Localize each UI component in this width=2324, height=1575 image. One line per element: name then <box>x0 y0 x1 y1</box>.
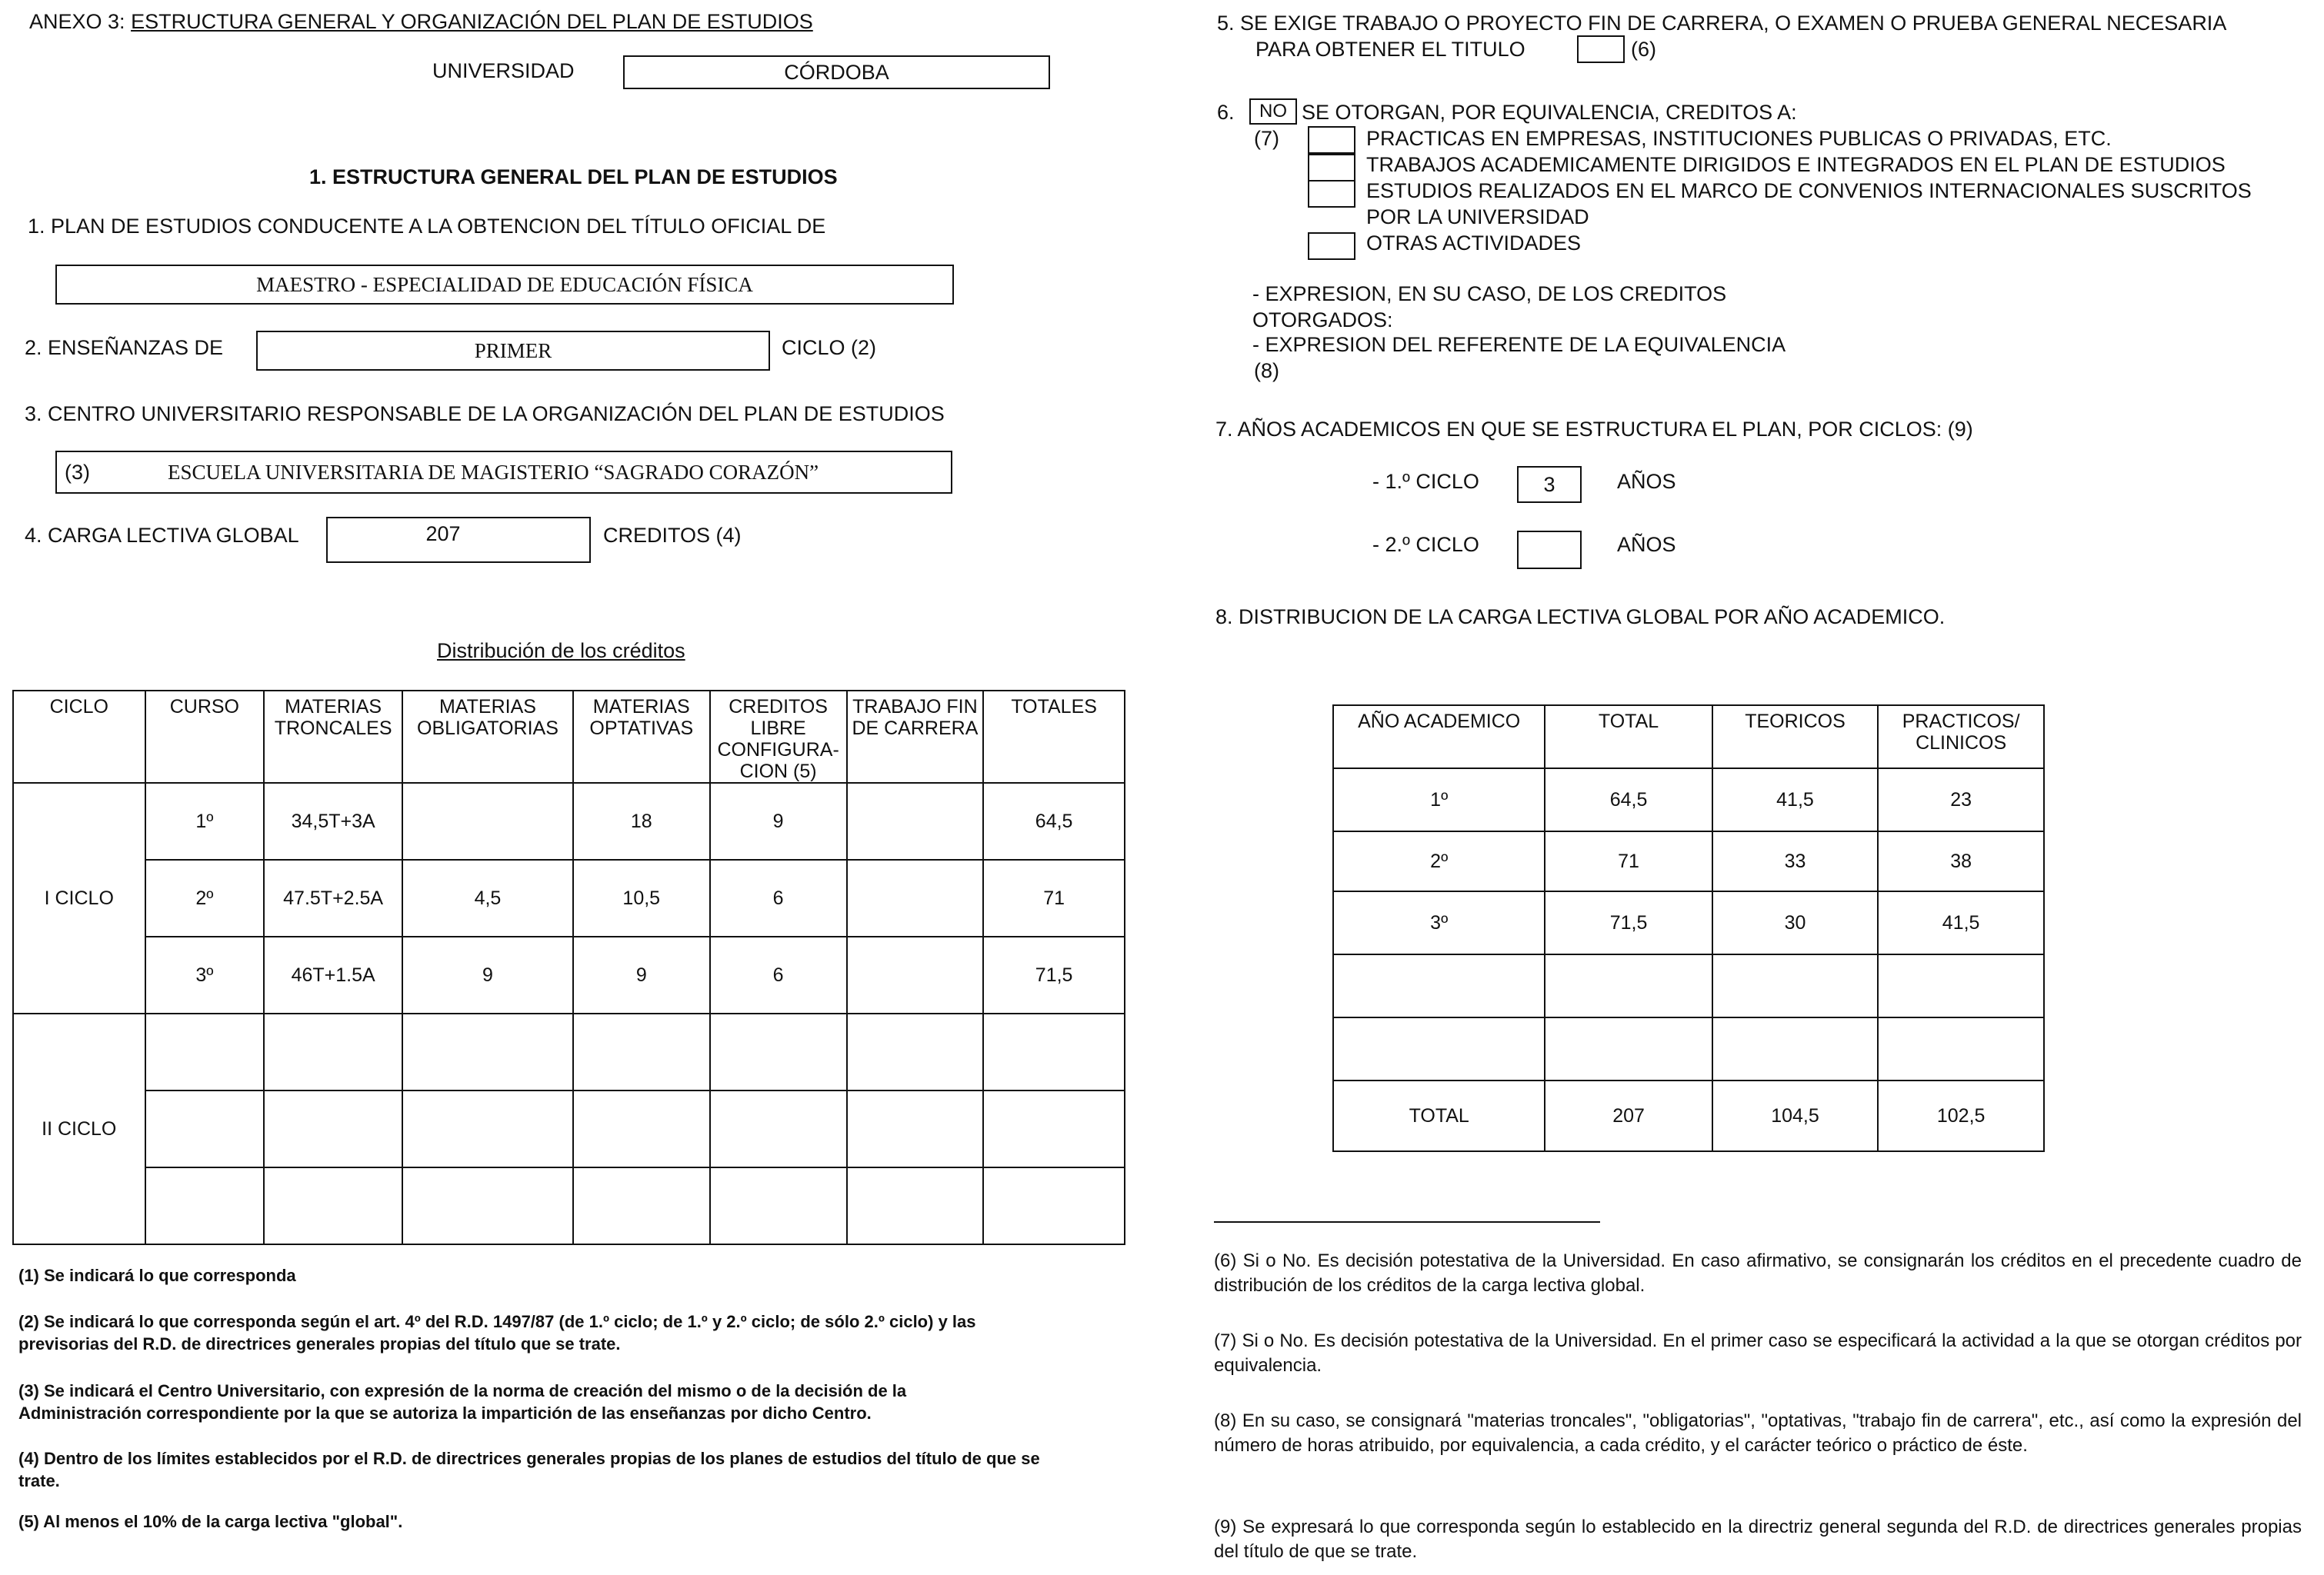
table-cell <box>847 1014 984 1091</box>
option-label: TRABAJOS ACADEMICAMENTE DIRIGIDOS E INTEGRADOS EN EL PLAN DE ESTUDIOS <box>1366 153 2226 176</box>
table-cell <box>1878 954 2044 1017</box>
table-cell: 71,5 <box>983 937 1125 1014</box>
header-trabajo-fin: TRABAJO FIN DE CARRERA <box>847 691 984 783</box>
expression-credits-cont: OTORGADOS: <box>1252 308 1393 331</box>
table-cell: 104,5 <box>1712 1081 1879 1151</box>
table-row <box>1333 1081 2044 1151</box>
section-title: 1. ESTRUCTURA GENERAL DEL PLAN DE ESTUDIOS <box>309 165 838 188</box>
credits-value: 207 <box>425 522 461 545</box>
footnote-8: (8) En su caso, se consignará "materias troncales", "obligatorias", "optativas, "trabajo fin de carrera", etc., así como la expresión del número de horas atribuido, por equivalencia, a cada crédito, y el carácter teórico o práctico de éste. <box>1214 1410 2302 1456</box>
footnote-5: (5) Al menos el 10% de la carga lectiva "global". <box>18 1512 403 1531</box>
item6-num: 6. <box>1217 101 1235 124</box>
header-year: AÑO ACADEMICO <box>1333 705 1545 768</box>
table-cell: 41,5 <box>1878 891 2044 954</box>
expression-reference: - EXPRESION DEL REFERENTE DE LA EQUIVALENCIA <box>1252 333 1786 356</box>
table-cell <box>983 1091 1125 1167</box>
centre-field <box>55 451 952 494</box>
table-cell: 1º <box>145 783 265 860</box>
table-cell <box>402 1014 573 1091</box>
degree-value: MAESTRO - ESPECIALIDAD DE EDUCACIÓN FÍSICA <box>256 273 753 296</box>
centre-value: ESCUELA UNIVERSITARIA DE MAGISTERIO “SAGRADO CORAZÓN” <box>168 461 819 484</box>
table-row <box>13 860 1125 937</box>
table-cell <box>847 783 984 860</box>
table-cell: 9 <box>710 783 847 860</box>
header-total: TOTAL <box>1545 705 1712 768</box>
table-header-row <box>1333 705 2044 768</box>
table-cell: 3º <box>1333 891 1545 954</box>
cycle1-label: - 1.º CICLO <box>1372 470 1479 493</box>
table-cell <box>573 1167 710 1244</box>
degree-field <box>55 265 954 305</box>
header-practice: PRACTICOS/ CLINICOS <box>1878 705 2044 768</box>
table-cell <box>145 1167 265 1244</box>
annex-prefix: ANEXO 3: <box>29 10 125 33</box>
table-cell: 1º <box>1333 768 1545 831</box>
table-row <box>1333 1017 2044 1081</box>
table-row <box>1333 954 2044 1017</box>
item6-answer-box <box>1249 98 1297 125</box>
table-cell <box>402 1091 573 1167</box>
credits-field <box>326 517 591 563</box>
header-troncales: MATERIAS TRONCALES <box>264 691 402 783</box>
table-row <box>1333 831 2044 891</box>
yearly-load-table <box>1332 704 2045 1152</box>
footnote-3: (3) Se indicará el Centro Universitario, con expresión de la norma de creación del mismo o de la decisión de la Administración correspondiente por la que se autoriza la impartición de las enseñanzas por dicho Centro. <box>18 1381 907 1423</box>
item8-text: 8. DISTRIBUCION DE LA CARGA LECTIVA GLOBAL POR AÑO ACADEMICO. <box>1215 605 1946 628</box>
table-cell: 46T+1.5A <box>264 937 402 1014</box>
cycle1-field <box>1517 466 1582 503</box>
header-ciclo: CICLO <box>13 691 145 783</box>
expression-ref: (8) <box>1254 359 1279 382</box>
table-cell <box>983 1167 1125 1244</box>
header-optativas: MATERIAS OPTATIVAS <box>573 691 710 783</box>
table-cell: 9 <box>402 937 573 1014</box>
table-cell <box>402 783 573 860</box>
table-cell: 47.5T+2.5A <box>264 860 402 937</box>
cycle2-label: - 2.º CICLO <box>1372 533 1479 556</box>
item4-suffix: CREDITOS (4) <box>603 524 742 547</box>
table-cell <box>847 860 984 937</box>
table-cell: 10,5 <box>573 860 710 937</box>
item7-text: 7. AÑOS ACADEMICOS EN QUE SE ESTRUCTURA EL PLAN, POR CICLOS: (9) <box>1215 418 1973 441</box>
table-cell: 3º <box>145 937 265 1014</box>
table-cell <box>264 1091 402 1167</box>
annex-heading <box>29 9 813 34</box>
item2-label: 2. ENSEÑANZAS DE <box>25 336 224 359</box>
table-header-row <box>13 691 1125 783</box>
item5-text2: PARA OBTENER EL TITULO <box>1255 38 1525 61</box>
table-cell <box>847 1167 984 1244</box>
table-cell <box>264 1167 402 1244</box>
header-libre-configuracion: CREDITOS LIBRE CONFIGURA-CION (5) <box>710 691 847 783</box>
table-cell <box>145 1091 265 1167</box>
table-cell: 34,5T+3A <box>264 783 402 860</box>
cycle2-field <box>1517 531 1582 569</box>
footnote-9: (9) Se expresará lo que corresponda según lo establecido en la directriz general segunda del R.D. de directrices generales propias del título de que se trate. <box>1214 1517 2302 1562</box>
centre-ref: (3) <box>65 461 90 484</box>
item5-text: 5. SE EXIGE TRABAJO O PROYECTO FIN DE CARRERA, O EXAMEN O PRUEBA GENERAL NECESARIA <box>1217 12 2227 35</box>
table-cell: 41,5 <box>1712 768 1879 831</box>
table-cell <box>402 1167 573 1244</box>
table-row <box>13 1167 1125 1244</box>
table-row <box>13 1014 1125 1091</box>
header-theory: TEORICOS <box>1712 705 1879 768</box>
table-cell: 4,5 <box>402 860 573 937</box>
annex-title: ESTRUCTURA GENERAL Y ORGANIZACIÓN DEL PLAN DE ESTUDIOS <box>131 10 813 33</box>
table-cell <box>1333 954 1545 1017</box>
table-cell: 102,5 <box>1878 1081 2044 1151</box>
table-cell: 207 <box>1545 1081 1712 1151</box>
header-curso: CURSO <box>145 691 265 783</box>
table-cell <box>847 1091 984 1167</box>
footnote-divider <box>1214 1221 1600 1223</box>
option-label-cont: POR LA UNIVERSIDAD <box>1366 205 1589 228</box>
option-label: OTRAS ACTIVIDADES <box>1366 231 1582 255</box>
table-row <box>13 1091 1125 1167</box>
table-cell: 2º <box>1333 831 1545 891</box>
table-cell: 64,5 <box>1545 768 1712 831</box>
table-cell: 18 <box>573 783 710 860</box>
table-cell: 64,5 <box>983 783 1125 860</box>
item5-ref: (6) <box>1631 38 1656 61</box>
cycle-value: PRIMER <box>474 339 552 362</box>
table-cell <box>983 1014 1125 1091</box>
table-row <box>1333 768 2044 831</box>
option-checkbox <box>1308 154 1355 181</box>
cycle2-unit: AÑOS <box>1617 533 1676 556</box>
footnote-4: (4) Dentro de los límites establecidos por el R.D. de directrices generales propias de los planes de estudios del título de que se trate. <box>18 1449 1040 1490</box>
table-cell <box>264 1014 402 1091</box>
table-cell <box>145 1014 265 1091</box>
table-cell <box>710 1167 847 1244</box>
item1-label: 1. PLAN DE ESTUDIOS CONDUCENTE A LA OBTENCION DEL TÍTULO OFICIAL DE <box>28 215 826 238</box>
footnote-7: (7) Si o No. Es decisión potestativa de la Universidad. En el primer caso se especificará la actividad a la que se otorgan créditos por equivalencia. <box>1214 1330 2302 1376</box>
table-cell <box>1878 1017 2044 1081</box>
table-cell <box>573 1091 710 1167</box>
footnote-1: (1) Se indicará lo que corresponda <box>18 1266 296 1285</box>
item3-label: 3. CENTRO UNIVERSITARIO RESPONSABLE DE LA ORGANIZACIÓN DEL PLAN DE ESTUDIOS <box>25 402 945 425</box>
table-cell <box>710 1091 847 1167</box>
item6-answer: NO <box>1259 101 1287 122</box>
table-row <box>1333 891 2044 954</box>
table-cell: 33 <box>1712 831 1879 891</box>
table-row <box>13 937 1125 1014</box>
table-cell <box>847 937 984 1014</box>
credits-distribution-table <box>12 690 1125 1245</box>
table-cell: 6 <box>710 937 847 1014</box>
header-totales: TOTALES <box>983 691 1125 783</box>
table-cell <box>710 1014 847 1091</box>
option-label: PRACTICAS EN EMPRESAS, INSTITUCIONES PUBLICAS O PRIVADAS, ETC. <box>1366 127 2112 150</box>
table-cell: 30 <box>1712 891 1879 954</box>
option-label: ESTUDIOS REALIZADOS EN EL MARCO DE CONVENIOS INTERNACIONALES SUSCRITOS <box>1366 179 2252 202</box>
item6-text: SE OTORGAN, POR EQUIVALENCIA, CREDITOS A: <box>1302 101 1797 124</box>
table-cell: 71 <box>983 860 1125 937</box>
university-label: UNIVERSIDAD <box>432 59 575 82</box>
table-cell: 71 <box>1545 831 1712 891</box>
option-checkbox <box>1308 180 1355 208</box>
table-cell <box>1545 1017 1712 1081</box>
ciclo-label: II CICLO <box>13 1014 145 1244</box>
table-cell: 6 <box>710 860 847 937</box>
expression-credits: - EXPRESION, EN SU CASO, DE LOS CREDITOS <box>1252 282 1727 305</box>
table-row <box>13 783 1125 860</box>
table-cell: 38 <box>1878 831 2044 891</box>
item4-label: 4. CARGA LECTIVA GLOBAL <box>25 524 299 547</box>
table-cell <box>1333 1017 1545 1081</box>
ciclo-label: I CICLO <box>13 783 145 1014</box>
table-cell: 9 <box>573 937 710 1014</box>
table-cell <box>1712 954 1879 1017</box>
table-cell: 2º <box>145 860 265 937</box>
distribution-title: Distribución de los créditos <box>437 639 685 662</box>
option-checkbox <box>1308 232 1355 260</box>
option-checkbox <box>1308 126 1355 154</box>
table-cell: TOTAL <box>1333 1081 1545 1151</box>
table-cell <box>1712 1017 1879 1081</box>
table-cell: 23 <box>1878 768 2044 831</box>
cycle-field <box>256 331 770 371</box>
footnote-6: (6) Si o No. Es decisión potestativa de la Universidad. En caso afirmativo, se consignarán los créditos en el precedente cuadro de distribución de los créditos de la carga lectiva global. <box>1214 1250 2302 1296</box>
footnote-2: (2) Se indicará lo que corresponda según el art. 4º del R.D. 1497/87 (de 1.º ciclo; de 1.º y 2.º ciclo; de sólo 2.º ciclo) y las previsorias del R.D. de directrices generales propias del título que se trate. <box>18 1312 976 1354</box>
table-cell <box>573 1014 710 1091</box>
table-cell: 71,5 <box>1545 891 1712 954</box>
item6-ref: (7) <box>1254 127 1279 150</box>
university-field <box>623 55 1050 89</box>
header-obligatorias: MATERIAS OBLIGATORIAS <box>402 691 573 783</box>
item5-checkbox <box>1577 35 1625 63</box>
cycle1-value: 3 <box>1543 473 1555 496</box>
cycle1-unit: AÑOS <box>1617 470 1676 493</box>
item2-suffix: CICLO (2) <box>782 336 877 359</box>
table-cell <box>1545 954 1712 1017</box>
university-value: CÓRDOBA <box>784 61 889 84</box>
